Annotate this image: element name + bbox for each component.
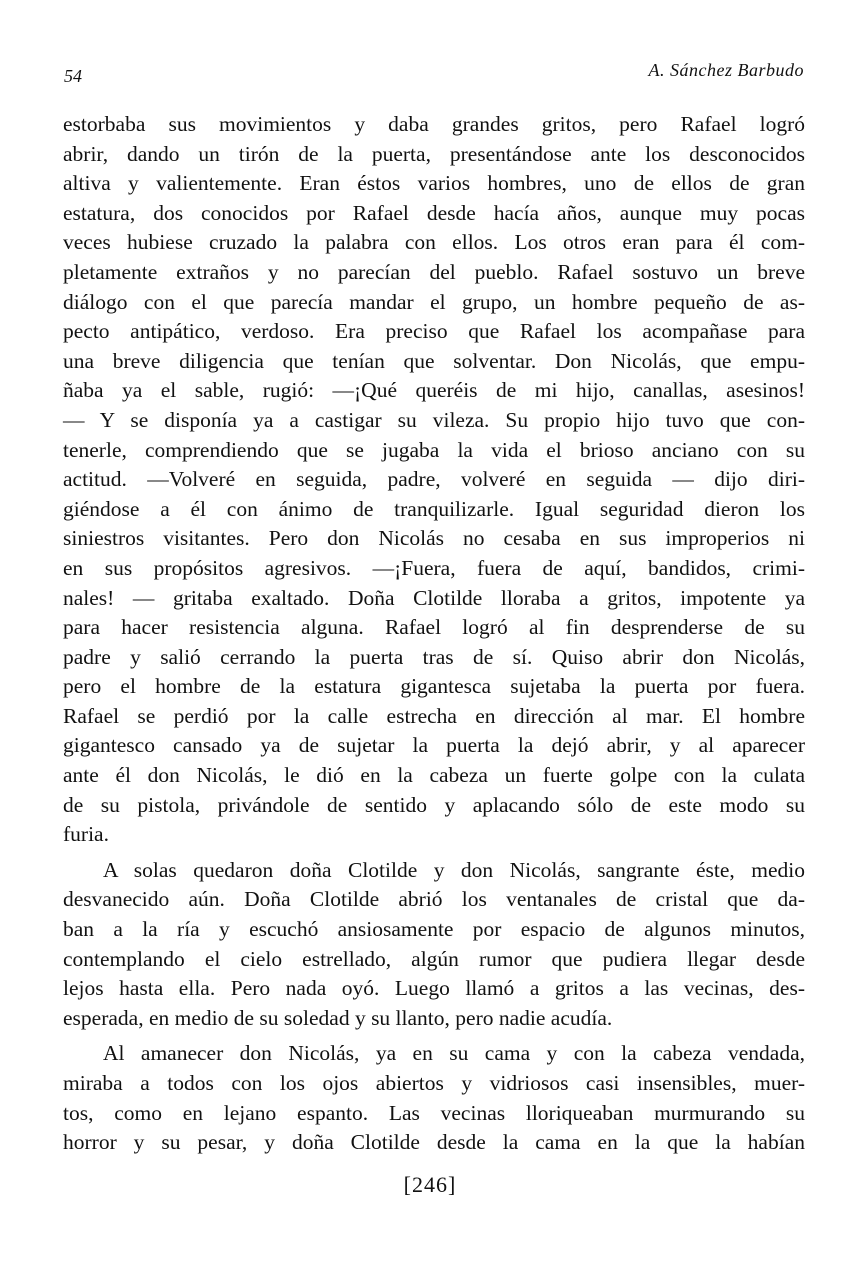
text-line: de su pistola, privándole de sentido y aplacando sólo de este modo su [63,792,805,817]
text-line: ban a la ría y escuchó ansiosamente por espacio de algunos minutos, [63,917,805,942]
text-line: A solas quedaron doña Clotilde y don Nicolás, sangrante éste, medio [103,857,805,882]
paragraph-3 [63,1039,805,1157]
text-line: para hacer resistencia alguna. Rafael logró al fin desprenderse de su [63,615,805,640]
text-line: Rafael se perdió por la calle estrecha en dirección al mar. El hombre [63,703,805,728]
text-line: siniestros visitantes. Pero don Nicolás no cesaba en sus improperios ni [63,526,805,551]
text-line: padre y salió cerrando la puerta tras de sí. Quiso abrir don Nicolás, [63,644,805,669]
body-text [63,110,805,1158]
text-line: diálogo con el que parecía mandar el grupo, un hombre pequeño de as- [63,289,805,314]
paragraph-1 [63,110,805,850]
text-line: en sus propósitos agresivos. —¡Fuera, fuera de aquí, bandidos, crimi- [63,555,805,580]
text-line: miraba a todos con los ojos abiertos y vidriosos casi insensibles, muer- [63,1071,805,1095]
running-head-author: A. Sánchez Barbudo [648,60,804,80]
page-header [64,58,804,88]
paragraph-2 [63,856,805,1034]
text-line: giéndose a él con ánimo de tranquilizarle. Igual seguridad dieron los [63,496,805,521]
page-number: 54 [64,66,82,86]
text-line: horror y su pesar, y doña Clotilde desde la cama en la que la habían [63,1130,805,1155]
text-line: una breve diligencia que tenían que solventar. Don Nicolás, que empu- [63,348,805,373]
text-line: furia. [63,822,109,847]
text-line: ante él don Nicolás, le dió en la cabeza un fuerte golpe con la culata [63,763,805,788]
text-line: pletamente extraños y no parecían del pueblo. Rafael sostuvo un breve [63,259,805,284]
text-line: tos, como en lejano espanto. Las vecinas lloriqueaban murmurando su [63,1100,805,1125]
text-line: actitud. —Volveré en seguida, padre, volveré en seguida — dijo diri- [63,467,805,492]
sheet-number: [246] [403,1172,457,1197]
text-line: abrir, dando un tirón de la puerta, presentándose ante los desconocidos [63,141,805,166]
text-line: ñaba ya el sable, rugió: —¡Qué queréis de mi hijo, canallas, asesinos! [63,378,805,403]
text-line: contemplando el cielo estrellado, algún rumor que pudiera llegar desde [63,946,805,971]
text-line: — Y se disponía ya a castigar su vileza. Su propio hijo tuvo que con- [63,407,805,432]
text-line: pero el hombre de la estatura gigantesca sujetaba la puerta por fuera. [63,674,805,699]
text-line: veces hubiese cruzado la palabra con ellos. Los otros eran para él com- [63,230,805,255]
text-line: Al amanecer don Nicolás, ya en su cama y con la cabeza vendada, [103,1041,805,1066]
text-line: nales! — gritaba exaltado. Doña Clotilde lloraba a gritos, impotente ya [63,585,805,610]
text-line: lejos hasta ella. Pero nada oyó. Luego llamó a gritos a las vecinas, des- [63,976,805,1001]
text-line: gigantesco cansado ya de sujetar la puerta la dejó abrir, y al aparecer [63,733,805,758]
text-line: tenerle, comprendiendo que se jugaba la vida el brioso anciano con su [63,437,805,462]
text-line: pecto antipático, verdoso. Era preciso que Rafael los acompañase para [63,319,805,344]
text-line: estorbaba sus movimientos y daba grandes gritos, pero Rafael logró [63,112,805,136]
text-line: estatura, dos conocidos por Rafael desde hacía años, aunque muy pocas [63,200,805,225]
text-line: esperada, en medio de su soledad y su llanto, pero nadie acudía. [63,1005,613,1030]
text-line: desvanecido aún. Doña Clotilde abrió los ventanales de cristal que da- [63,887,805,912]
text-line: altiva y valientemente. Eran éstos varios hombres, uno de ellos de gran [63,171,805,196]
